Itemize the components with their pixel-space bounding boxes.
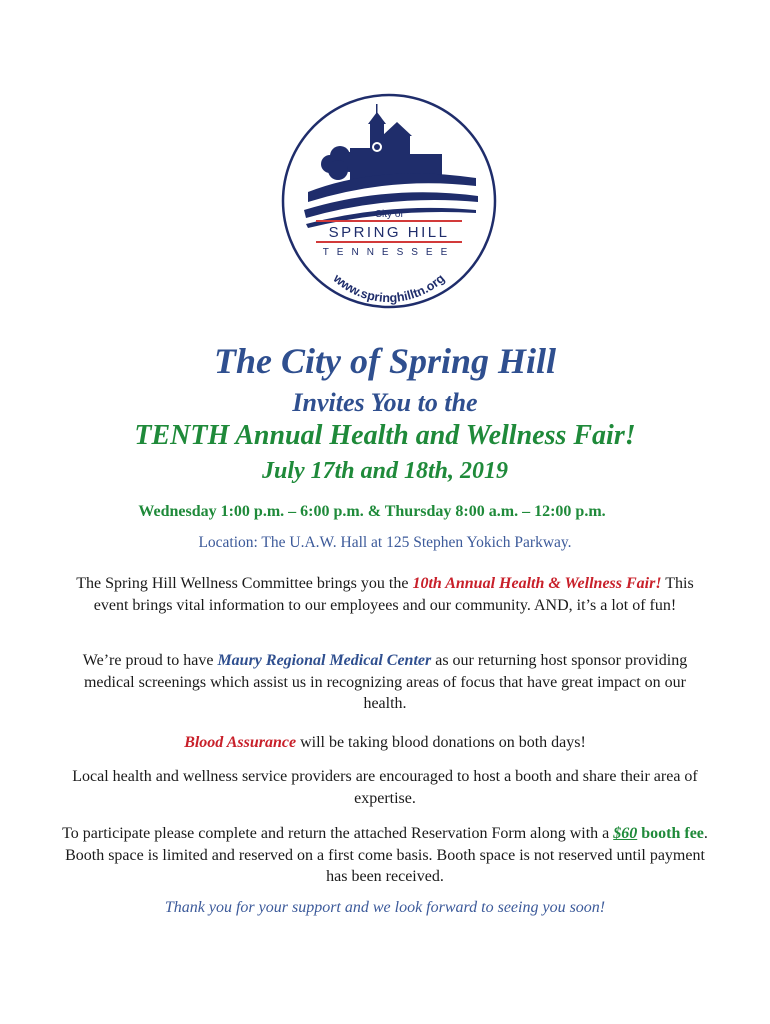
event-hours: Wednesday 1:00 p.m. – 6:00 p.m. & Thursday 8:00 a.m. – 12:00 p.m. [138,503,606,520]
closing-thanks: Thank you for your support and we look forward to seeing you soon! [164,899,606,916]
sponsor-text-end: as our returning host sponsor providing medical screenings which assist us in recognizing areas of focus that have great impact on our health. [83,652,688,712]
logo-tennessee: TENNESSEE [322,247,456,258]
intro-text-start: The Spring Hill Wellness Committee brings you the [76,575,413,592]
booth-fee [613,825,704,842]
city-logo [280,92,498,310]
logo-spring-hill: SPRING HILL [328,224,450,241]
booth-fee-label: booth fee [637,825,704,842]
sponsor-highlight: Maury Regional Medical Center [217,652,432,669]
booth-fee-amount: $60 [613,825,638,842]
blood-text: will be taking blood donations on both days! [296,734,586,751]
blood-highlight: Blood Assurance [184,734,297,751]
title-event: TENTH Annual Health and Wellness Fair! [134,420,636,451]
event-location: Location: The U.A.W. Hall at 125 Stephen Yokich Parkway. [198,534,572,551]
sponsor-text-start: We’re proud to have [82,652,218,669]
title-city: The City of Spring Hill [213,341,557,381]
paragraph-providers: Local health and wellness service providers are encouraged to host a booth and share their area of expertise. [72,768,698,807]
title-invites: Invites You to the [292,388,478,417]
paragraph-participate [60,823,710,888]
participate-text-start: To participate please complete and return the attached Reservation Form along with a [62,825,614,842]
logo-url: www.springhilltn.org [330,271,448,306]
paragraph-sponsor [70,650,700,715]
title-dates: July 17th and 18th, 2019 [261,458,509,484]
paragraph-intro [70,573,700,616]
intro-text-end: This event brings vital information to our employees and our community. AND, it’s a lot of fun! [93,575,694,614]
logo-city-of: City of [374,209,404,220]
participate-text-end: . Booth space is limited and reserved on a first come basis. Booth space is not reserved until payment has been received. [65,825,708,885]
spring-hill-seal [280,92,498,310]
intro-highlight: 10th Annual Health & Wellness Fair! [412,575,662,592]
paragraph-blood [70,732,700,754]
